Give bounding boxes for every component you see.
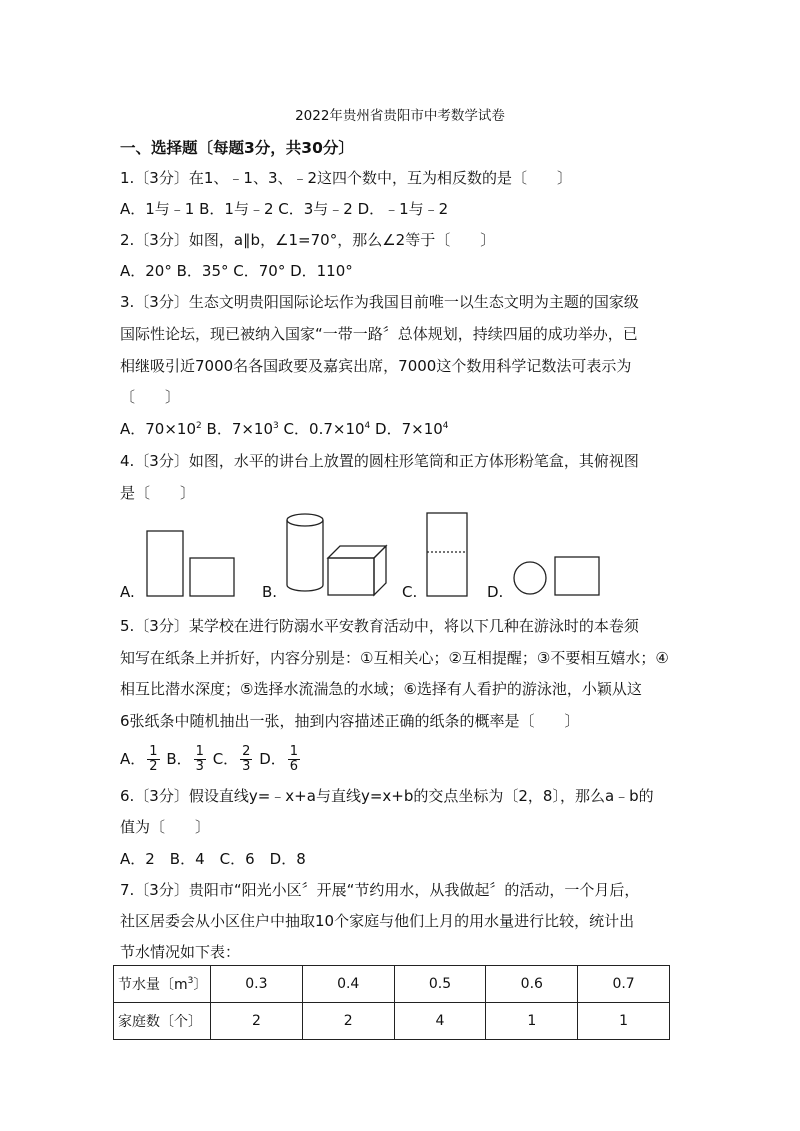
table-cell: 1 <box>486 1003 578 1040</box>
q3-line-3: 相继吸引近7000名各国政要及嘉宾出席，7000这个数用科学记数法可表示为 <box>120 357 632 375</box>
table-cell: 2 <box>302 1003 394 1040</box>
water-saving-table <box>113 965 670 1040</box>
fraction: $\frac{1}{6}$ <box>289 744 299 774</box>
table-row <box>114 1003 670 1040</box>
q5-line-1: 5.〔3分〕某学校在进行防溺水平安教育活动中，将以下几种在游泳时的本卷须 <box>120 617 639 635</box>
q7-line-1: 7.〔3分〕贵阳市“阳光小区〞开展“节约用水，从我做起〞的活动，一个月后， <box>120 881 640 899</box>
q5-option-a: A． $\frac{1}{2}$ <box>120 744 158 774</box>
q4-line-2: 是〔 〕 <box>120 484 196 502</box>
figure-b-cylinder <box>287 514 323 591</box>
q3-line-4: 〔 〕 <box>120 388 181 406</box>
fraction: $\frac{2}{3}$ <box>242 744 251 774</box>
q3-line-1: 3.〔3分〕生态文明贵阳国际论坛作为我国目前唯一以生态文明为主题的国家级 <box>120 293 639 311</box>
table-row-header: 家庭数〔个〕 <box>114 1003 211 1040</box>
figure-b-cube <box>328 546 386 595</box>
table-cell: 1 <box>578 1003 670 1040</box>
q3-option-b: B．$7\times 10^3$ <box>206 420 279 438</box>
q5-line-4: 6张纸条中随机抽出一张，抽到内容描述正确的纸条的概率是〔 〕 <box>120 712 580 730</box>
q4-label-b: B. <box>262 583 278 601</box>
figure-a-tall-rect <box>147 531 183 596</box>
q7-line-2: 社区居委会从小区住户中抽取10个家庭与他们上月的用水量进行比较，统计出 <box>120 912 635 930</box>
q7-anchor <box>120 938 121 939</box>
figure-c-rect <box>427 513 467 596</box>
q6-line-1: 6.〔3分〕假设直线y=﹣x+a与直线y=x+b的交点坐标为〔2，8〕，那么a﹣b的 <box>120 787 654 805</box>
q3-option-d: D．$7\times 10^4$ <box>375 420 449 438</box>
table-cell: 0.3 <box>211 966 303 1003</box>
table-cell: 0.7 <box>578 966 670 1003</box>
q1-options: A．1与﹣1 B．1与﹣2 C．3与﹣2 D．﹣1与﹣2 <box>120 200 449 218</box>
q4-line-1: 4.〔3分〕如图，水平的讲台上放置的圆柱形笔筒和正方体形粉笔盒，其俯视图 <box>120 452 639 470</box>
figure-d-circle <box>514 562 546 594</box>
q5-option-b: B． $\frac{1}{3}$ <box>166 744 204 774</box>
figure-d-rect <box>555 557 599 595</box>
table-cell: 0.5 <box>394 966 486 1003</box>
q6-options: A．2 B．4 C．6 D．8 <box>120 850 306 868</box>
table-row <box>114 966 670 1003</box>
section-heading: 一、选择题〔每题3分，共30分〕 <box>120 139 354 157</box>
q2-options: A．20° B．35° C．70° D．110° <box>120 262 353 280</box>
q5-line-3: 相互比潜水深度；⑤选择水流湍急的水域；⑥选择有人看护的游泳池，小颖从这 <box>120 680 642 698</box>
q5-option-d: D． $\frac{1}{6}$ <box>259 744 299 774</box>
q3-options <box>120 418 449 439</box>
q5-line-2: 知写在纸条上并折好，内容分别是：①互相关心；②互相提醒；③不要相互嬉水；④ <box>120 649 669 667</box>
q7-line-3: 节水情况如下表： <box>120 943 241 961</box>
table-cell: 0.6 <box>486 966 578 1003</box>
q5-option-c: C． $\frac{2}{3}$ <box>212 744 251 774</box>
q3-line-2: 国际性论坛，现已被纳入国家“一带一路〞总体规划，持续四届的成功举办，已 <box>120 325 638 343</box>
table-row-header: 节水量〔$m^3$〕 <box>114 966 211 1003</box>
q2-stem: 2.〔3分〕如图，a∥b，∠1=70°，那么∠2等于〔 〕 <box>120 231 496 249</box>
q6-line-2: 值为〔 〕 <box>120 818 211 836</box>
q1-stem: 1.〔3分〕在1、﹣1、3、﹣2这四个数中，互为相反数的是〔 〕 <box>120 169 573 187</box>
q4-label-d: D. <box>487 583 504 601</box>
q5-options <box>120 745 302 774</box>
table-cell: 0.4 <box>302 966 394 1003</box>
q3-option-c: C．$0.7\times 10^4$ <box>283 420 371 438</box>
fraction: $\frac{1}{3}$ <box>195 744 204 774</box>
fraction: $\frac{1}{2}$ <box>149 744 158 774</box>
q4-label-c: C. <box>402 583 418 601</box>
table-cell: 2 <box>211 1003 303 1040</box>
table-cell: 4 <box>394 1003 486 1040</box>
page-title: 2022年贵州省贵阳市中考数学试卷 <box>295 108 505 124</box>
q3-option-a: A．$70\times 10^2$ <box>120 420 202 438</box>
q4-label-a: A. <box>120 583 135 601</box>
figure-a-short-rect <box>190 558 234 596</box>
